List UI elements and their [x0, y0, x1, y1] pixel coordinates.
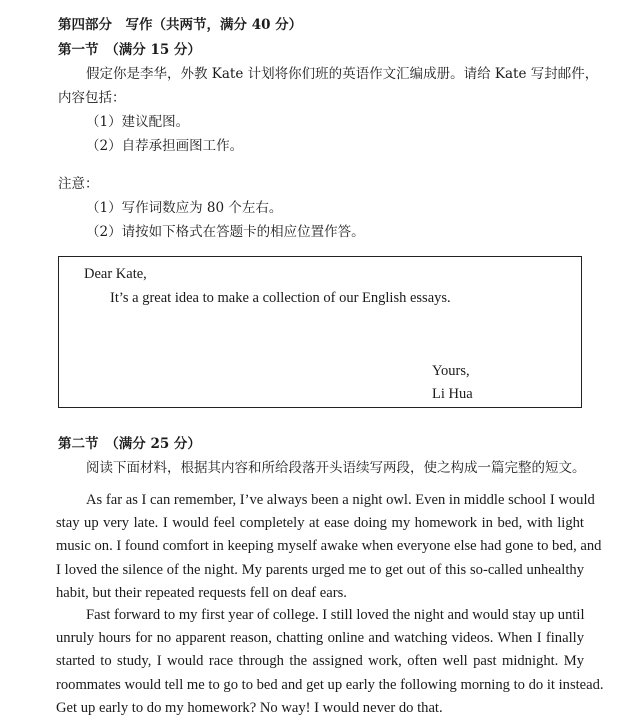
paragraph-line: Fast forward to my first year of college. I still loved the night and would stay up until	[86, 607, 585, 623]
story-paragraph-1	[56, 489, 602, 605]
letter-format-box	[58, 256, 582, 408]
note-1: （1）写作词数应为 80 个左右。	[86, 200, 283, 216]
paragraph-line: Get up early to do my homework? No way! I would never do that.	[56, 699, 443, 716]
part2-instruction: 阅读下面材料，根据其内容和所给段落开头语续写两段，使之构成一篇完整的短文。	[86, 460, 586, 476]
paragraph-line: I loved the silence of the night. My parents urged me to get out of this so-called unhealthy	[56, 561, 584, 578]
letter-opening: It’s a great idea to make a collection of our English essays.	[110, 290, 451, 306]
part2-heading: 第二节 （满分 25 分）	[58, 436, 201, 452]
paragraph-line: music on. I found comfort in keeping myself awake when everyone else had gone to bed, and	[56, 538, 602, 555]
paragraph-line: habit, but their repeated requests fell on deaf ears.	[56, 584, 347, 601]
part1-item-2: （2）自荐承担画图工作。	[86, 138, 244, 154]
letter-greeting: Dear Kate,	[84, 266, 147, 282]
story-paragraph-2	[56, 604, 604, 720]
note-2: （2）请按如下格式在答题卡的相应位置作答。	[86, 224, 365, 240]
paragraph-line: stay up very late. I would feel completely at ease doing my homework in bed, with light	[56, 515, 584, 532]
letter-closing: Yours,	[432, 363, 470, 379]
part1-intro-line2: 内容包括：	[58, 90, 126, 106]
part1-item-1: （1）建议配图。	[86, 114, 190, 130]
section-heading: 第四部分 写作（共两节，满分 40 分）	[58, 17, 303, 33]
note-label: 注意：	[58, 176, 99, 192]
paragraph-line: unruly hours for no apparent reason, chatting online and watching videos. When I finally	[56, 630, 584, 647]
letter-signature: Li Hua	[432, 386, 473, 402]
part1-heading: 第一节 （满分 15 分）	[58, 42, 201, 58]
paragraph-line: started to study, I would race through the assigned work, often well past midnight. My	[56, 653, 584, 670]
paragraph-line: roommates would tell me to go to bed and get up early the following morning to do it instead.	[56, 676, 604, 693]
paragraph-line: As far as I can remember, I’ve always been a night owl. Even in middle school I would	[86, 492, 595, 508]
part1-intro-line1: 假定你是李华，外教 Kate 计划将你们班的英语作文汇编成册。请给 Kate 写封邮件，	[86, 66, 599, 82]
